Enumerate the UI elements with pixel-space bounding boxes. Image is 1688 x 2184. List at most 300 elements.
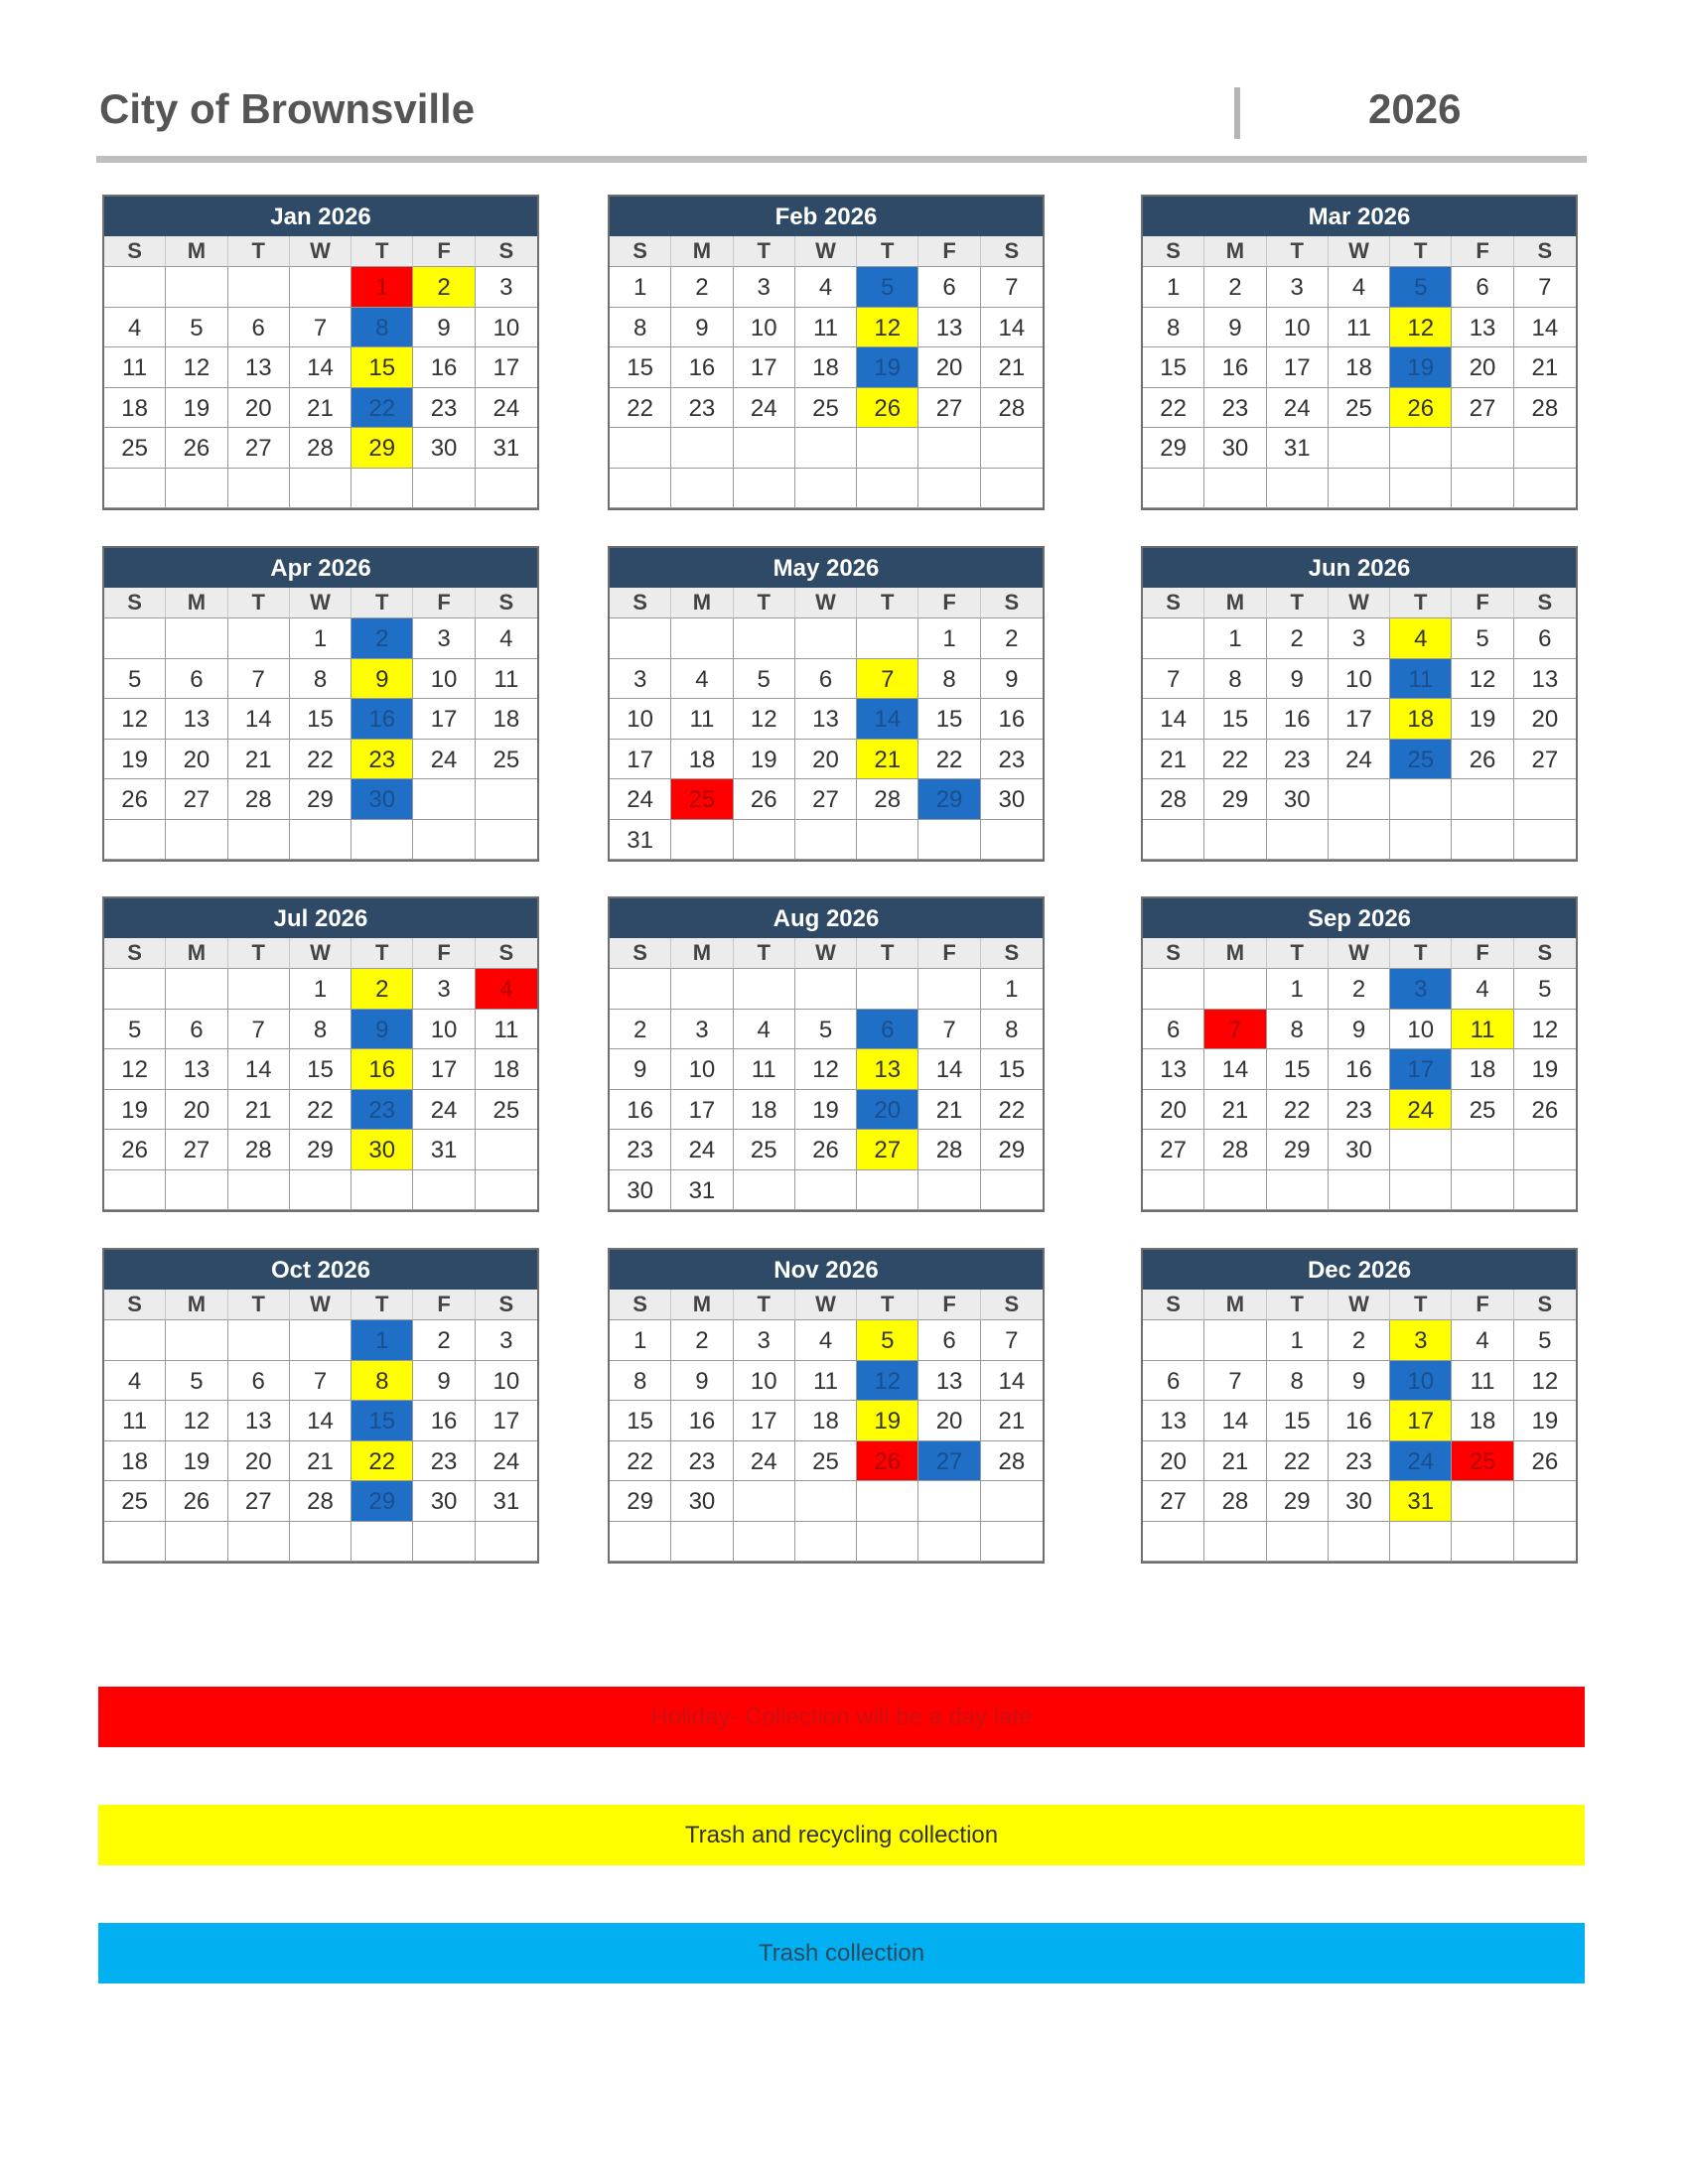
weekday-label: S bbox=[1143, 1290, 1204, 1320]
weekday-label: M bbox=[166, 1290, 227, 1320]
empty-day-cell bbox=[228, 618, 290, 659]
day-cell: 28 bbox=[228, 779, 290, 820]
day-cell: 21 bbox=[981, 1401, 1043, 1441]
day-cell: 2 bbox=[1329, 1320, 1390, 1361]
day-cell: 16 bbox=[981, 699, 1043, 740]
day-cell: 29 bbox=[290, 779, 352, 820]
day-cell: 4 bbox=[795, 1320, 857, 1361]
weekday-label: W bbox=[795, 1290, 857, 1320]
day-cell: 11 bbox=[476, 1010, 537, 1050]
empty-day-cell bbox=[413, 1522, 475, 1563]
day-cell: 22 bbox=[290, 740, 352, 780]
empty-day-cell bbox=[981, 1170, 1043, 1211]
empty-day-cell bbox=[1143, 1522, 1204, 1563]
empty-day-cell bbox=[228, 1522, 290, 1563]
day-cell: 27 bbox=[1143, 1130, 1204, 1170]
empty-day-cell bbox=[476, 820, 537, 861]
day-cell: 2 bbox=[413, 267, 475, 308]
empty-day-cell bbox=[476, 779, 537, 820]
weekday-label: S bbox=[104, 588, 166, 618]
day-cell: 25 bbox=[104, 1481, 166, 1522]
day-cell: 31 bbox=[476, 428, 537, 469]
day-cell: 5 bbox=[104, 1010, 166, 1050]
day-cell: 17 bbox=[1390, 1049, 1452, 1090]
day-cell: 2 bbox=[671, 1320, 733, 1361]
day-cell: 20 bbox=[1514, 699, 1576, 740]
day-cell: 30 bbox=[352, 779, 413, 820]
empty-day-cell bbox=[1452, 1481, 1513, 1522]
day-cell: 19 bbox=[734, 740, 795, 780]
legend-item: Holiday- Collection will be a day late bbox=[98, 1687, 1585, 1747]
empty-day-cell bbox=[918, 969, 980, 1010]
day-cell: 6 bbox=[228, 1361, 290, 1402]
day-cell: 26 bbox=[1514, 1090, 1576, 1131]
day-cell: 7 bbox=[1204, 1361, 1266, 1402]
empty-day-cell bbox=[1514, 779, 1576, 820]
weekday-label: W bbox=[1329, 236, 1390, 267]
day-cell: 6 bbox=[166, 1010, 227, 1050]
day-cell: 7 bbox=[857, 659, 918, 700]
day-cell: 12 bbox=[104, 1049, 166, 1090]
day-cell: 12 bbox=[1514, 1361, 1576, 1402]
weekday-label: T bbox=[734, 938, 795, 969]
month-grid bbox=[1143, 236, 1576, 508]
day-cell: 26 bbox=[734, 779, 795, 820]
day-cell: 13 bbox=[1143, 1049, 1204, 1090]
empty-day-cell bbox=[857, 820, 918, 861]
day-cell: 12 bbox=[1390, 308, 1452, 348]
day-cell: 15 bbox=[918, 699, 980, 740]
day-cell: 24 bbox=[1329, 740, 1390, 780]
day-cell: 30 bbox=[352, 1130, 413, 1170]
empty-day-cell bbox=[104, 820, 166, 861]
day-cell: 5 bbox=[1452, 618, 1513, 659]
empty-day-cell bbox=[290, 469, 352, 509]
weekday-label: W bbox=[795, 236, 857, 267]
day-cell: 1 bbox=[1267, 1320, 1329, 1361]
empty-day-cell bbox=[1204, 1170, 1266, 1211]
day-cell: 31 bbox=[610, 820, 671, 861]
day-cell: 14 bbox=[1204, 1401, 1266, 1441]
day-cell: 20 bbox=[857, 1090, 918, 1131]
empty-day-cell bbox=[1452, 820, 1513, 861]
empty-day-cell bbox=[857, 618, 918, 659]
day-cell: 19 bbox=[795, 1090, 857, 1131]
empty-day-cell bbox=[610, 428, 671, 469]
empty-day-cell bbox=[795, 618, 857, 659]
weekday-label: S bbox=[1514, 938, 1576, 969]
day-cell: 29 bbox=[918, 779, 980, 820]
day-cell: 25 bbox=[476, 1090, 537, 1131]
day-cell: 31 bbox=[476, 1481, 537, 1522]
day-cell: 15 bbox=[1267, 1049, 1329, 1090]
day-cell: 26 bbox=[795, 1130, 857, 1170]
empty-day-cell bbox=[795, 469, 857, 509]
weekday-label: T bbox=[352, 1290, 413, 1320]
day-cell: 24 bbox=[1390, 1090, 1452, 1131]
day-cell: 18 bbox=[104, 1441, 166, 1482]
day-cell: 20 bbox=[795, 740, 857, 780]
empty-day-cell bbox=[734, 820, 795, 861]
day-cell: 2 bbox=[1267, 618, 1329, 659]
day-cell: 21 bbox=[857, 740, 918, 780]
day-cell: 5 bbox=[1514, 969, 1576, 1010]
empty-day-cell bbox=[918, 1170, 980, 1211]
day-cell: 24 bbox=[413, 1090, 475, 1131]
day-cell: 23 bbox=[413, 1441, 475, 1482]
day-cell: 27 bbox=[1143, 1481, 1204, 1522]
weekday-label: W bbox=[795, 938, 857, 969]
day-cell: 13 bbox=[166, 699, 227, 740]
weekday-label: T bbox=[1390, 236, 1452, 267]
day-cell: 17 bbox=[1267, 347, 1329, 388]
day-cell: 31 bbox=[1267, 428, 1329, 469]
day-cell: 20 bbox=[1143, 1441, 1204, 1482]
day-cell: 14 bbox=[228, 699, 290, 740]
day-cell: 19 bbox=[166, 388, 227, 429]
empty-day-cell bbox=[1329, 1170, 1390, 1211]
day-cell: 23 bbox=[671, 388, 733, 429]
day-cell: 22 bbox=[1204, 740, 1266, 780]
day-cell: 16 bbox=[352, 699, 413, 740]
day-cell: 23 bbox=[610, 1130, 671, 1170]
day-cell: 6 bbox=[166, 659, 227, 700]
day-cell: 19 bbox=[1452, 699, 1513, 740]
weekday-label: T bbox=[1390, 588, 1452, 618]
day-cell: 8 bbox=[918, 659, 980, 700]
day-cell: 28 bbox=[918, 1130, 980, 1170]
day-cell: 15 bbox=[610, 1401, 671, 1441]
weekday-label: F bbox=[1452, 236, 1513, 267]
day-cell: 13 bbox=[1143, 1401, 1204, 1441]
empty-day-cell bbox=[918, 820, 980, 861]
empty-day-cell bbox=[857, 1170, 918, 1211]
day-cell: 2 bbox=[1204, 267, 1266, 308]
day-cell: 7 bbox=[918, 1010, 980, 1050]
empty-day-cell bbox=[1329, 428, 1390, 469]
empty-day-cell bbox=[1143, 618, 1204, 659]
calendar-year: 2026 bbox=[1368, 85, 1462, 132]
month-oct bbox=[102, 1248, 539, 1564]
legend-item: Trash and recycling collection bbox=[98, 1805, 1585, 1865]
empty-day-cell bbox=[1452, 1170, 1513, 1211]
day-cell: 23 bbox=[1204, 388, 1266, 429]
empty-day-cell bbox=[1452, 428, 1513, 469]
empty-day-cell bbox=[1514, 820, 1576, 861]
day-cell: 22 bbox=[610, 1441, 671, 1482]
empty-day-cell bbox=[1452, 1522, 1513, 1563]
day-cell: 16 bbox=[1204, 347, 1266, 388]
empty-day-cell bbox=[918, 469, 980, 509]
day-cell: 21 bbox=[228, 1090, 290, 1131]
day-cell: 20 bbox=[166, 740, 227, 780]
empty-day-cell bbox=[228, 469, 290, 509]
month-grid bbox=[1143, 1290, 1576, 1562]
day-cell: 6 bbox=[1452, 267, 1513, 308]
month-mar bbox=[1141, 195, 1578, 510]
day-cell: 3 bbox=[1390, 1320, 1452, 1361]
day-cell: 21 bbox=[981, 347, 1043, 388]
day-cell: 27 bbox=[228, 1481, 290, 1522]
day-cell: 6 bbox=[1143, 1361, 1204, 1402]
day-cell: 22 bbox=[1267, 1441, 1329, 1482]
day-cell: 2 bbox=[413, 1320, 475, 1361]
weekday-label: S bbox=[981, 588, 1043, 618]
day-cell: 5 bbox=[1514, 1320, 1576, 1361]
weekday-label: W bbox=[290, 1290, 352, 1320]
empty-day-cell bbox=[104, 1170, 166, 1211]
day-cell: 14 bbox=[981, 308, 1043, 348]
day-cell: 9 bbox=[352, 1010, 413, 1050]
month-sep bbox=[1141, 896, 1578, 1212]
day-cell: 14 bbox=[228, 1049, 290, 1090]
day-cell: 9 bbox=[981, 659, 1043, 700]
empty-day-cell bbox=[795, 1522, 857, 1563]
weekday-label: F bbox=[1452, 1290, 1513, 1320]
day-cell: 10 bbox=[734, 308, 795, 348]
day-cell: 12 bbox=[857, 1361, 918, 1402]
day-cell: 26 bbox=[104, 779, 166, 820]
month-title: Sep 2026 bbox=[1143, 898, 1576, 938]
empty-day-cell bbox=[228, 969, 290, 1010]
weekday-label: S bbox=[1143, 588, 1204, 618]
day-cell: 28 bbox=[1204, 1130, 1266, 1170]
empty-day-cell bbox=[981, 428, 1043, 469]
day-cell: 15 bbox=[290, 1049, 352, 1090]
day-cell: 20 bbox=[228, 388, 290, 429]
month-title: Dec 2026 bbox=[1143, 1250, 1576, 1290]
empty-day-cell bbox=[166, 1170, 227, 1211]
day-cell: 30 bbox=[671, 1481, 733, 1522]
day-cell: 17 bbox=[1329, 699, 1390, 740]
empty-day-cell bbox=[1390, 820, 1452, 861]
day-cell: 8 bbox=[610, 308, 671, 348]
month-title: Feb 2026 bbox=[610, 197, 1043, 236]
day-cell: 6 bbox=[918, 1320, 980, 1361]
empty-day-cell bbox=[104, 1320, 166, 1361]
day-cell: 18 bbox=[104, 388, 166, 429]
day-cell: 11 bbox=[1329, 308, 1390, 348]
day-cell: 16 bbox=[671, 347, 733, 388]
day-cell: 20 bbox=[918, 347, 980, 388]
day-cell: 11 bbox=[104, 347, 166, 388]
day-cell: 7 bbox=[228, 1010, 290, 1050]
empty-day-cell bbox=[104, 618, 166, 659]
day-cell: 17 bbox=[413, 1049, 475, 1090]
day-cell: 5 bbox=[734, 659, 795, 700]
empty-day-cell bbox=[734, 969, 795, 1010]
day-cell: 9 bbox=[413, 308, 475, 348]
header-divider bbox=[1234, 87, 1240, 139]
day-cell: 30 bbox=[1329, 1481, 1390, 1522]
empty-day-cell bbox=[1143, 1170, 1204, 1211]
day-cell: 8 bbox=[1143, 308, 1204, 348]
weekday-label: S bbox=[476, 1290, 537, 1320]
empty-day-cell bbox=[1329, 820, 1390, 861]
day-cell: 4 bbox=[671, 659, 733, 700]
day-cell: 3 bbox=[671, 1010, 733, 1050]
day-cell: 3 bbox=[413, 969, 475, 1010]
empty-day-cell bbox=[610, 618, 671, 659]
weekday-label: T bbox=[228, 1290, 290, 1320]
day-cell: 10 bbox=[1390, 1361, 1452, 1402]
day-cell: 1 bbox=[1204, 618, 1266, 659]
day-cell: 19 bbox=[1514, 1401, 1576, 1441]
day-cell: 15 bbox=[352, 1401, 413, 1441]
day-cell: 19 bbox=[166, 1441, 227, 1482]
empty-day-cell bbox=[734, 428, 795, 469]
day-cell: 2 bbox=[981, 618, 1043, 659]
empty-day-cell bbox=[1267, 1522, 1329, 1563]
empty-day-cell bbox=[228, 1320, 290, 1361]
day-cell: 25 bbox=[1452, 1090, 1513, 1131]
weekday-label: W bbox=[290, 236, 352, 267]
day-cell: 23 bbox=[413, 388, 475, 429]
weekday-label: F bbox=[918, 938, 980, 969]
day-cell: 30 bbox=[610, 1170, 671, 1211]
day-cell: 1 bbox=[918, 618, 980, 659]
day-cell: 14 bbox=[857, 699, 918, 740]
empty-day-cell bbox=[228, 1170, 290, 1211]
weekday-label: S bbox=[1514, 236, 1576, 267]
weekday-label: T bbox=[1390, 1290, 1452, 1320]
empty-day-cell bbox=[1390, 1170, 1452, 1211]
weekday-label: S bbox=[476, 938, 537, 969]
day-cell: 22 bbox=[1143, 388, 1204, 429]
day-cell: 24 bbox=[734, 1441, 795, 1482]
day-cell: 27 bbox=[166, 1130, 227, 1170]
day-cell: 29 bbox=[1267, 1481, 1329, 1522]
day-cell: 18 bbox=[1452, 1049, 1513, 1090]
day-cell: 18 bbox=[1329, 347, 1390, 388]
day-cell: 12 bbox=[104, 699, 166, 740]
month-title: Jul 2026 bbox=[104, 898, 537, 938]
day-cell: 17 bbox=[734, 347, 795, 388]
weekday-label: T bbox=[857, 1290, 918, 1320]
day-cell: 26 bbox=[1514, 1441, 1576, 1482]
empty-day-cell bbox=[671, 428, 733, 469]
day-cell: 1 bbox=[352, 267, 413, 308]
empty-day-cell bbox=[734, 1522, 795, 1563]
day-cell: 16 bbox=[1267, 699, 1329, 740]
empty-day-cell bbox=[918, 428, 980, 469]
day-cell: 23 bbox=[352, 1090, 413, 1131]
empty-day-cell bbox=[1390, 469, 1452, 509]
day-cell: 24 bbox=[476, 388, 537, 429]
day-cell: 4 bbox=[1390, 618, 1452, 659]
month-grid bbox=[104, 1290, 537, 1562]
day-cell: 9 bbox=[413, 1361, 475, 1402]
day-cell: 17 bbox=[476, 1401, 537, 1441]
day-cell: 10 bbox=[671, 1049, 733, 1090]
page-title: City of Brownsville bbox=[99, 85, 476, 132]
day-cell: 10 bbox=[413, 659, 475, 700]
empty-day-cell bbox=[1143, 969, 1204, 1010]
day-cell: 23 bbox=[352, 740, 413, 780]
day-cell: 9 bbox=[671, 308, 733, 348]
day-cell: 29 bbox=[352, 1481, 413, 1522]
empty-day-cell bbox=[104, 1522, 166, 1563]
weekday-label: W bbox=[290, 938, 352, 969]
empty-day-cell bbox=[1514, 1522, 1576, 1563]
month-apr bbox=[102, 546, 539, 862]
month-title: Jun 2026 bbox=[1143, 548, 1576, 588]
day-cell: 6 bbox=[857, 1010, 918, 1050]
day-cell: 2 bbox=[1329, 969, 1390, 1010]
day-cell: 9 bbox=[1267, 659, 1329, 700]
weekday-label: S bbox=[981, 938, 1043, 969]
day-cell: 8 bbox=[610, 1361, 671, 1402]
day-cell: 28 bbox=[857, 779, 918, 820]
day-cell: 4 bbox=[1329, 267, 1390, 308]
day-cell: 25 bbox=[104, 428, 166, 469]
month-grid bbox=[1143, 938, 1576, 1210]
day-cell: 12 bbox=[1514, 1010, 1576, 1050]
day-cell: 30 bbox=[1329, 1130, 1390, 1170]
day-cell: 30 bbox=[981, 779, 1043, 820]
weekday-label: M bbox=[671, 1290, 733, 1320]
day-cell: 29 bbox=[1267, 1130, 1329, 1170]
day-cell: 5 bbox=[857, 1320, 918, 1361]
weekday-label: T bbox=[1267, 236, 1329, 267]
month-grid bbox=[104, 236, 537, 508]
empty-day-cell bbox=[1452, 779, 1513, 820]
weekday-label: M bbox=[166, 938, 227, 969]
weekday-label: S bbox=[1143, 938, 1204, 969]
empty-day-cell bbox=[413, 1170, 475, 1211]
month-grid bbox=[104, 588, 537, 860]
weekday-label: M bbox=[1204, 236, 1266, 267]
day-cell: 4 bbox=[1452, 969, 1513, 1010]
empty-day-cell bbox=[671, 820, 733, 861]
day-cell: 23 bbox=[1267, 740, 1329, 780]
weekday-label: M bbox=[1204, 938, 1266, 969]
weekday-label: T bbox=[228, 938, 290, 969]
weekday-label: F bbox=[413, 1290, 475, 1320]
weekday-label: S bbox=[476, 588, 537, 618]
day-cell: 7 bbox=[1514, 267, 1576, 308]
day-cell: 26 bbox=[1390, 388, 1452, 429]
weekday-label: F bbox=[413, 938, 475, 969]
day-cell: 22 bbox=[352, 388, 413, 429]
day-cell: 19 bbox=[1514, 1049, 1576, 1090]
day-cell: 13 bbox=[1452, 308, 1513, 348]
day-cell: 18 bbox=[1390, 699, 1452, 740]
weekday-label: T bbox=[734, 588, 795, 618]
empty-day-cell bbox=[104, 267, 166, 308]
empty-day-cell bbox=[166, 969, 227, 1010]
empty-day-cell bbox=[981, 469, 1043, 509]
day-cell: 26 bbox=[166, 1481, 227, 1522]
day-cell: 14 bbox=[918, 1049, 980, 1090]
weekday-label: T bbox=[734, 236, 795, 267]
day-cell: 6 bbox=[918, 267, 980, 308]
day-cell: 22 bbox=[918, 740, 980, 780]
day-cell: 22 bbox=[290, 1090, 352, 1131]
header-rule bbox=[96, 156, 1587, 163]
day-cell: 19 bbox=[857, 347, 918, 388]
empty-day-cell bbox=[1204, 820, 1266, 861]
weekday-label: S bbox=[610, 588, 671, 618]
day-cell: 8 bbox=[1204, 659, 1266, 700]
day-cell: 1 bbox=[352, 1320, 413, 1361]
month-aug bbox=[608, 896, 1045, 1212]
day-cell: 8 bbox=[290, 1010, 352, 1050]
empty-day-cell bbox=[1267, 1170, 1329, 1211]
empty-day-cell bbox=[918, 1522, 980, 1563]
empty-day-cell bbox=[228, 267, 290, 308]
day-cell: 4 bbox=[795, 267, 857, 308]
